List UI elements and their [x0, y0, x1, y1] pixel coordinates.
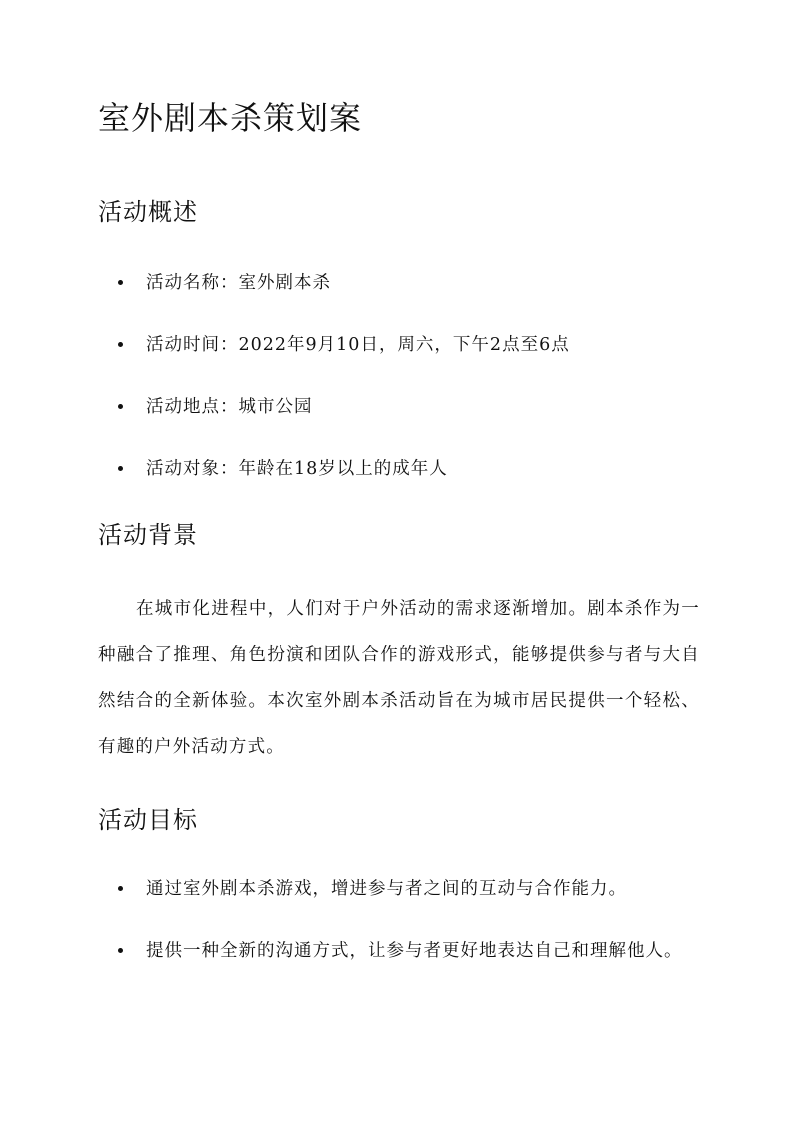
- bullet-dot-icon: [118, 948, 123, 953]
- list-item: [0, 438, 800, 500]
- document-title: 室外剧本杀策划案: [98, 99, 363, 137]
- list-item-text: 提供一种全新的沟通方式，让参与者更好地表达自己和理解他人。: [146, 941, 683, 961]
- list-item: [0, 314, 800, 376]
- goals-list: [0, 858, 800, 982]
- section-heading-goals: 活动目标: [98, 806, 198, 834]
- list-item-text: 活动时间：2022年9月10日，周六，下午2点至6点: [146, 335, 570, 355]
- section-heading-background: 活动背景: [98, 521, 198, 549]
- overview-list: [0, 252, 800, 500]
- list-item: [0, 376, 800, 438]
- bullet-dot-icon: [118, 280, 123, 285]
- section-heading-overview: 活动概述: [98, 198, 198, 226]
- bullet-dot-icon: [118, 886, 123, 891]
- list-item: [0, 252, 800, 314]
- background-paragraph: 在城市化进程中，人们对于户外活动的需求逐渐增加。剧本杀作为一种融合了推理、角色扮演和团队合作的游戏形式，能够提供参与者与大自然结合的全新体验。本次室外剧本杀活动旨在为城市居民提供一个轻松、有趣的户外活动方式。: [98, 599, 700, 757]
- bullet-dot-icon: [118, 342, 123, 347]
- bullet-dot-icon: [118, 466, 123, 471]
- bullet-dot-icon: [118, 404, 123, 409]
- list-item-text: 活动地点：城市公园: [146, 397, 313, 417]
- list-item: [0, 920, 800, 982]
- list-item: [0, 858, 800, 920]
- list-item-text: 通过室外剧本杀游戏，增进参与者之间的互动与合作能力。: [146, 879, 627, 899]
- list-item-text: 活动对象：年龄在18岁以上的成年人: [146, 459, 448, 479]
- list-item-text: 活动名称：室外剧本杀: [146, 273, 331, 293]
